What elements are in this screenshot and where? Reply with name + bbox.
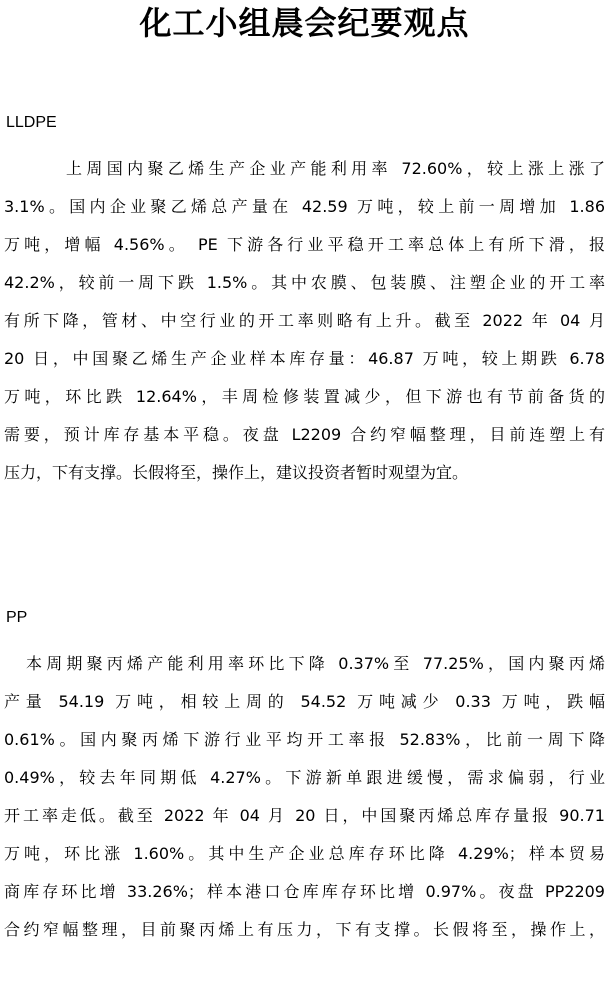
body-line: 0.49%，较去年同期低 4.27%。下游新单跟进缓慢，需求偏弱，行业 — [4, 768, 605, 787]
body-line: 42.2%，较前一周下跌 1.5%。其中农膜、包装膜、注塑企业的开工率 — [4, 273, 605, 292]
body-line: 本周期聚丙烯产能利用率环比下降 0.37%至 77.25%，国内聚丙烯 — [26, 654, 605, 673]
body-line: 需要，预计库存基本平稳。夜盘 L2209 合约窄幅整理，目前连塑上有 — [4, 425, 605, 444]
document-title: 化工小组晨会纪要观点 — [139, 4, 470, 42]
body-line: 20 日，中国聚乙烯生产企业样本库存量：46.87 万吨，较上期跌 6.78 — [4, 349, 605, 368]
body-line: 商库存环比增 33.26%；样本港口仓库库存环比增 0.97%。夜盘 PP2209 — [4, 882, 605, 901]
body-line: 0.61%。国内聚丙烯下游行业平均开工率报 52.83%，比前一周下降 — [4, 730, 605, 749]
section-body-pp — [0, 645, 609, 949]
body-line: 有所下降，管材、中空行业的开工率则略有上升。截至 2022 年 04 月 — [4, 311, 605, 330]
body-line: 开工率走低。截至 2022 年 04 月 20 日，中国聚丙烯总库存量报 90.71 — [4, 806, 605, 825]
section-heading-pp: PP — [6, 609, 28, 626]
section-heading-lldpe: LLDPE — [6, 114, 57, 131]
body-line: 合约窄幅整理，目前聚丙烯上有压力，下有支撑。长假将至，操作上， — [4, 920, 605, 939]
body-line: 产量 54.19 万吨，相较上周的 54.52 万吨减少 0.33 万吨，跌幅 — [4, 692, 605, 711]
body-line: 万吨，环比跌 12.64%，丰周检修装置减少，但下游也有节前备货的 — [4, 387, 605, 406]
section-body-lldpe — [0, 150, 609, 492]
body-line: 3.1%。国内企业聚乙烯总产量在 42.59 万吨，较上前一周增加 1.86 — [4, 197, 605, 216]
body-line: 万吨，增幅 4.56%。 PE 下游各行业平稳开工率总体上有所下滑，报 — [4, 235, 605, 254]
body-line: 万吨，环比涨 1.60%。其中生产企业总库存环比降 4.29%；样本贸易 — [4, 844, 605, 863]
body-line: 上周国内聚乙烯生产企业产能利用率 72.60%，较上涨上涨了 — [66, 159, 605, 178]
body-line: 压力，下有支撑。长假将至，操作上，建议投资者暂时观望为宜。 — [4, 463, 469, 482]
